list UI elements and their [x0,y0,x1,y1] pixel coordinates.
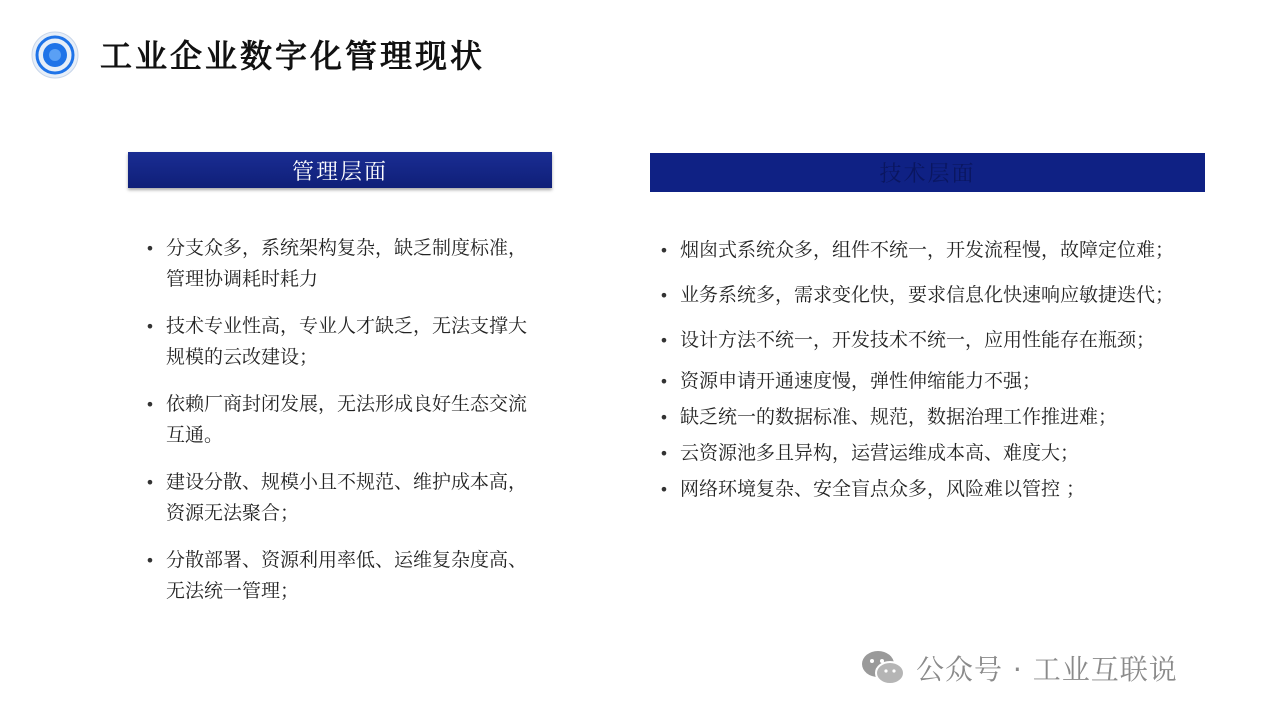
list-item [648,402,1188,433]
bullet-marker: • [145,239,155,258]
list-item [134,311,544,373]
watermark [860,648,1178,688]
technology-panel-header: 技术层面 [650,153,1205,192]
list-item [648,438,1188,469]
list-item [648,235,1188,266]
technology-issues-list [648,235,1188,505]
list-item-text: 缺乏统一的数据标准、规范，数据治理工作推进难； [680,406,1118,428]
list-item [648,325,1188,356]
bullet-marker: • [659,480,669,499]
list-item [134,467,544,529]
list-item [134,389,544,451]
bullet-marker: • [145,473,155,492]
bullet-marker: • [659,408,669,427]
management-issues-list [134,233,544,623]
list-item-text: 设计方法不统一，开发技术不统一，应用性能存在瓶颈； [680,329,1156,351]
list-item [134,233,544,295]
bullet-marker: • [659,444,669,463]
list-item-text: 网络环境复杂、安全盲点众多，风险难以管控 ； [680,478,1086,500]
bullet-marker: • [659,372,669,391]
list-item-text: 依赖厂商封闭发展，无法形成良好生态交流互通。 [166,393,528,446]
page-title: 工业企业数字化管理现状 [100,37,486,75]
bullet-marker: • [145,551,155,570]
list-item-text: 分支众多，系统架构复杂，缺乏制度标准，管理协调耗时耗力 [166,237,528,290]
watermark-text: 公众号 · 工业互联说 [916,653,1178,686]
bullet-marker: • [659,241,669,260]
list-item [648,366,1188,397]
bullet-marker: • [145,395,155,414]
list-item-text: 分散部署、资源利用率低、运维复杂度高、无法统一管理； [166,549,528,602]
list-item [648,474,1188,505]
list-item-text: 技术专业性高，专业人才缺乏，无法支撑大规模的云改建设； [166,315,528,368]
wechat-icon [860,648,906,688]
list-item [134,545,544,607]
list-item-text: 云资源池多且异构，运营运维成本高、难度大； [680,442,1080,464]
list-item-text: 烟囱式系统众多，组件不统一，开发流程慢，故障定位难； [680,239,1175,261]
management-panel-header: 管理层面 [128,152,552,188]
list-item [648,280,1188,311]
list-item-text: 资源申请开通速度慢，弹性伸缩能力不强； [680,370,1042,392]
bullet-marker: • [659,331,669,350]
list-item-text: 建设分散、规模小且不规范、维护成本高，资源无法聚合； [166,471,528,524]
target-logo-icon [30,30,80,80]
bullet-marker: • [659,286,669,305]
bullet-marker: • [145,317,155,336]
list-item-text: 业务系统多，需求变化快，要求信息化快速响应敏捷迭代； [680,284,1175,306]
